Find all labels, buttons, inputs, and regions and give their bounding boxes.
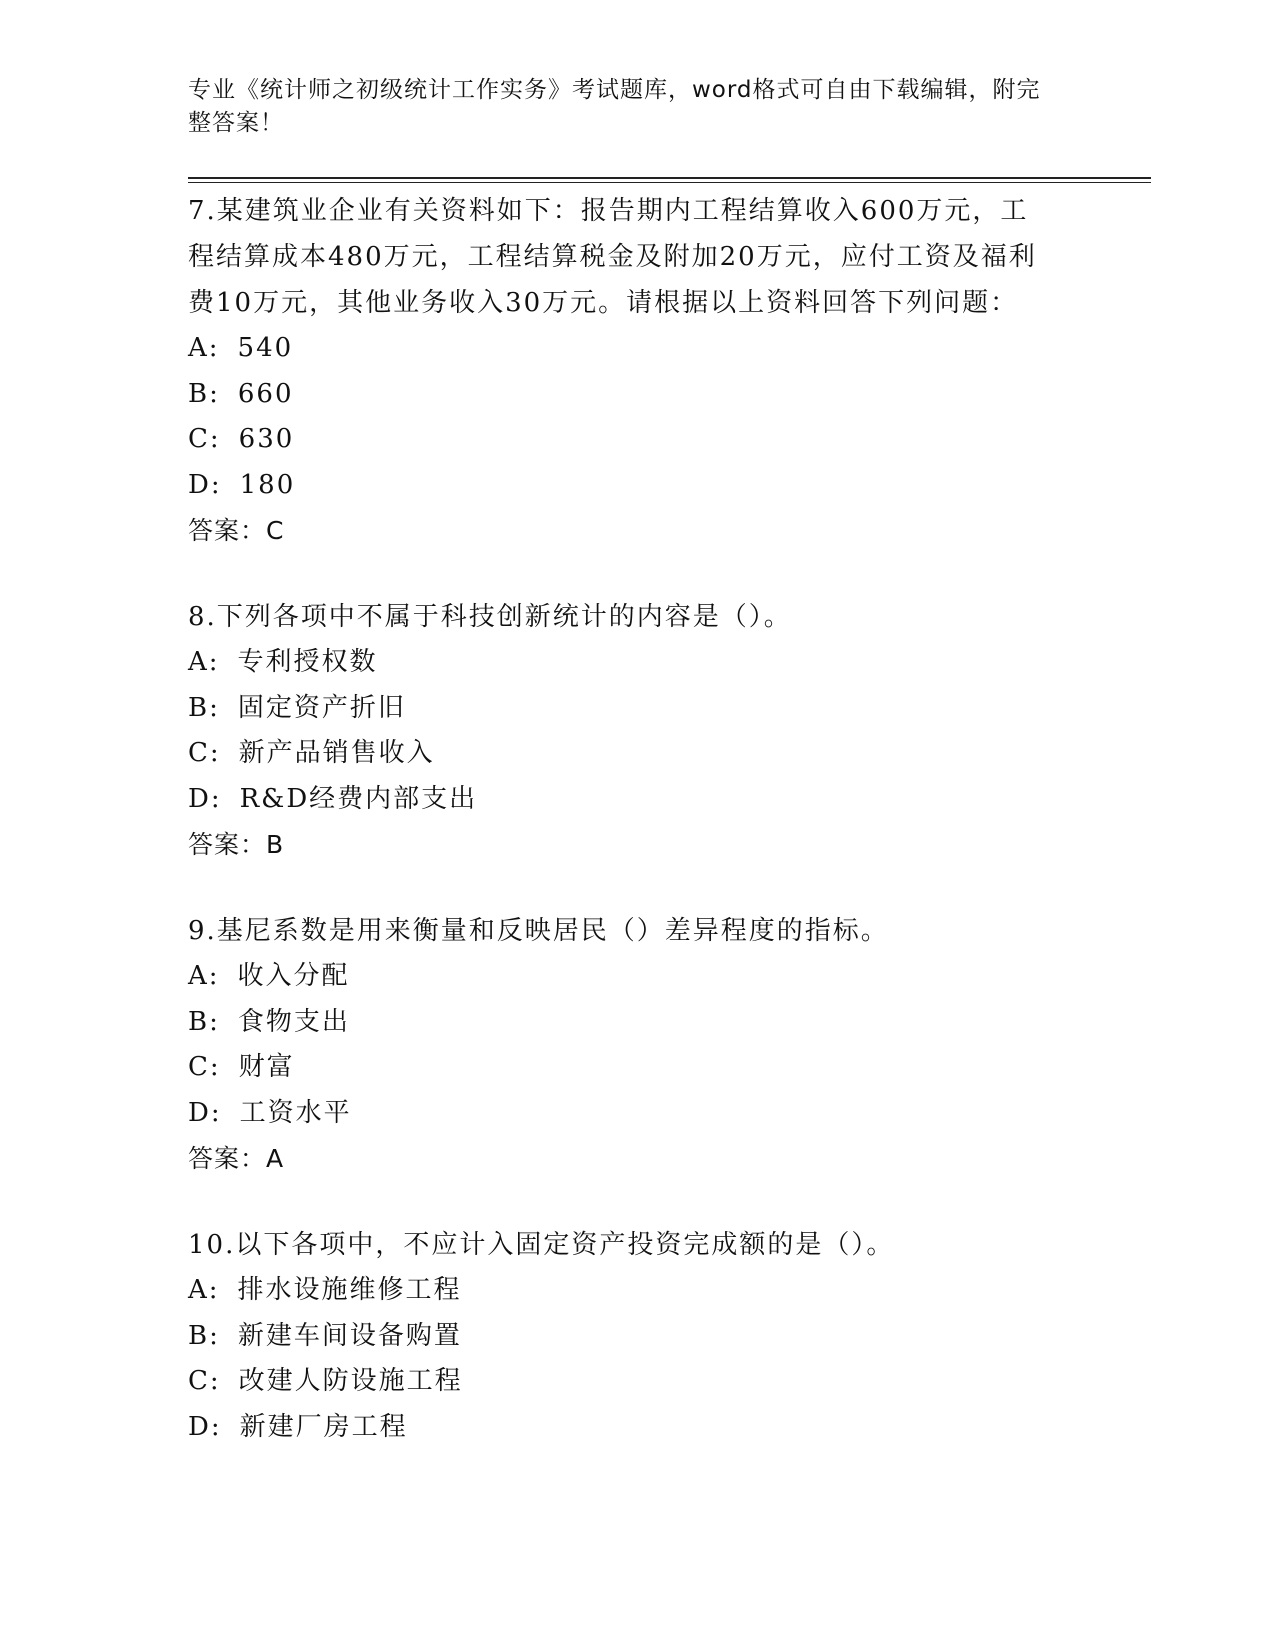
document-header xyxy=(188,74,1068,140)
question-7-option-c xyxy=(188,417,1088,463)
option-text: 收入分配 xyxy=(237,961,350,991)
question-8-option-b xyxy=(188,686,1088,732)
option-key: D: xyxy=(188,1097,222,1128)
header-line-2: 整答案！ xyxy=(188,110,284,136)
option-key: B: xyxy=(188,1006,220,1037)
question-9-option-b xyxy=(188,1000,1088,1046)
option-key: B: xyxy=(188,692,220,723)
option-text: 540 xyxy=(237,333,294,363)
option-key: C: xyxy=(188,738,221,768)
option-text: 食物支出 xyxy=(237,1006,350,1037)
question-7-option-a xyxy=(188,326,1088,372)
question-8-option-d xyxy=(188,777,1088,823)
option-text: 改建人防设施工程 xyxy=(238,1366,463,1396)
question-9-option-d xyxy=(188,1091,1088,1137)
question-9-line-1: 9.基尼系数是用来衡量和反映居民（）差异程度的指标。 xyxy=(188,916,889,946)
question-7-line-1: 7.某建筑业企业有关资料如下：报告期内工程结算收入600万元，工 xyxy=(188,196,1029,226)
option-key: A: xyxy=(188,1275,220,1305)
option-text: 630 xyxy=(238,424,295,454)
question-10-option-a xyxy=(188,1268,1088,1314)
option-key: C: xyxy=(188,424,221,454)
question-7-line-2: 程结算成本480万元，工程结算税金及附加20万元，应付工资及福利 xyxy=(188,242,1037,272)
option-key: C: xyxy=(188,1366,221,1396)
question-8-option-a xyxy=(188,640,1088,686)
header-line-1: 专业《统计师之初级统计工作实务》考试题库，word格式可自由下载编辑，附完 xyxy=(188,77,1041,103)
option-text: 新产品销售收入 xyxy=(238,738,435,768)
header-rule-thin xyxy=(188,182,1151,183)
option-text: 660 xyxy=(237,378,294,409)
option-text: 固定资产折旧 xyxy=(237,692,406,723)
question-8 xyxy=(188,594,1088,868)
option-key: A: xyxy=(188,961,220,991)
question-10-line-1: 10.以下各项中，不应计入固定资产投资完成额的是（）。 xyxy=(188,1230,895,1260)
option-text: 工资水平 xyxy=(239,1097,352,1128)
option-key: B: xyxy=(188,378,220,409)
option-key: A: xyxy=(188,333,220,363)
question-7 xyxy=(188,188,1088,554)
question-7-line-3: 费10万元，其他业务收入30万元。请根据以上资料回答下列问题： xyxy=(188,288,1019,318)
option-key: C: xyxy=(188,1052,221,1082)
question-8-answer: 答案：B xyxy=(188,830,285,859)
question-7-answer: 答案：C xyxy=(188,516,285,545)
option-text: R&D经费内部支出 xyxy=(239,783,478,814)
question-10-option-c xyxy=(188,1359,1088,1405)
option-text: 专利授权数 xyxy=(237,647,378,677)
question-10-option-b xyxy=(188,1314,1088,1360)
question-8-option-c xyxy=(188,731,1088,777)
question-9-option-c xyxy=(188,1045,1088,1091)
option-text: 新建厂房工程 xyxy=(239,1411,408,1442)
question-8-line-1: 8.下列各项中不属于科技创新统计的内容是（）。 xyxy=(188,602,792,632)
question-9-answer: 答案：A xyxy=(188,1144,285,1173)
option-key: D: xyxy=(188,783,222,814)
header-rule-thick xyxy=(188,177,1151,179)
option-text: 排水设施维修工程 xyxy=(237,1275,462,1305)
question-10 xyxy=(188,1222,1088,1450)
option-text: 新建车间设备购置 xyxy=(237,1320,462,1351)
question-list xyxy=(188,188,1088,1450)
question-7-option-b xyxy=(188,372,1088,418)
question-10-option-d xyxy=(188,1405,1088,1451)
option-key: D: xyxy=(188,1411,222,1442)
option-text: 财富 xyxy=(238,1052,295,1082)
option-text: 180 xyxy=(239,469,296,500)
question-7-option-d xyxy=(188,463,1088,509)
question-9-option-a xyxy=(188,954,1088,1000)
option-key: D: xyxy=(188,469,222,500)
option-key: A: xyxy=(188,647,220,677)
option-key: B: xyxy=(188,1320,220,1351)
question-9 xyxy=(188,908,1088,1182)
